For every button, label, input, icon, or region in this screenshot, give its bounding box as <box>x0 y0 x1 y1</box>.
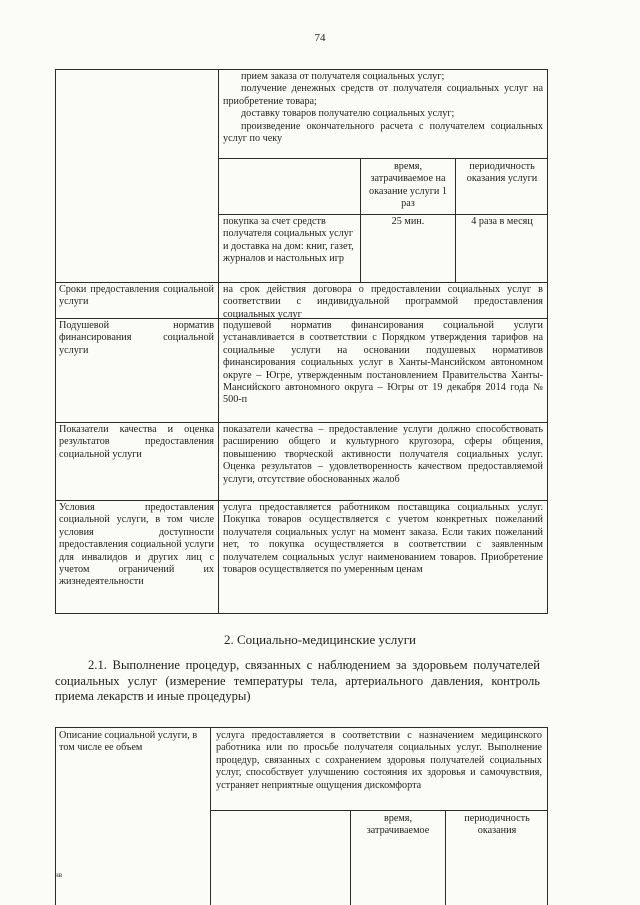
table-rule <box>55 613 548 614</box>
row-label-quality: Показатели качества и оценка результатов предоставления социальной услуги <box>59 424 214 460</box>
table2-value: услуга предоставляется в соответствии с назначением медицинского работника или по просьбе получателя социальных услуг. Выполнение процедур, связанных с сохранением здоровья получателей социальных услуг, способствует улучшению состояния их здоровья и самочувствия, устраняет неприятные ощущения дискомфорта <box>216 730 542 791</box>
row-value-terms: на срок действия договора о предоставлении социальных услуг в соответствии с индивидуальной программой предоставления социальных услуг <box>223 284 543 320</box>
row-label-financing: Подушевой норматив финансирования социальной услуги <box>59 320 214 356</box>
table-rule <box>210 810 548 811</box>
table2-time-header: время, затрачиваемое <box>366 813 430 837</box>
table-rule <box>55 69 548 70</box>
table-rule <box>455 158 456 282</box>
table-rule <box>55 422 548 423</box>
table-rule <box>55 727 548 728</box>
time-value: 25 мин. <box>391 216 425 227</box>
periodicity-header: периодичность оказания услуги <box>466 161 538 185</box>
row-value-quality: показатели качества – предоставление услуги должно способствовать расширению общего и культурного кругозора, сферы общения, повышению творческой активности получателя социальных услуг. Оценка результатов – удовлетворенность качеством предоставляемой услуги, отсутствие обоснованных жалоб <box>223 424 543 485</box>
service-item: покупка за счет средств получателя социальных услуг и доставка на дом: книг, газет, журналов и настольных игр <box>223 216 354 265</box>
list-item: доставку товаров получателю социальных услуг; <box>241 108 455 120</box>
top-row-content <box>223 71 543 145</box>
time-header: время, затрачиваемое на оказание услуги 1 раз <box>369 161 447 210</box>
table-rule <box>55 500 548 501</box>
table-right-border <box>547 69 548 614</box>
table-rule <box>218 158 548 159</box>
table-rule <box>547 727 548 905</box>
table-rule <box>55 282 548 283</box>
row-value-financing: подушевой норматив финансирования социальной услуги устанавливается в соответствии с Порядком утверждения тарифов на социальные услуги на основании подушевых нормативов финансирования социальных услуг в Ханты-Мансийском автономном округе – Югре, утвержденным постановлением Правительства Ханты-Мансийского автономного округа – Югры от 19 декабря 2014 года № 500-п <box>223 320 543 406</box>
table-rule <box>360 158 361 282</box>
table-left-border <box>55 69 56 614</box>
table-rule <box>218 214 548 215</box>
table-rule <box>210 727 211 905</box>
table2-periodicity-header: периодичность оказания <box>464 813 530 837</box>
table2-label: Описание социальной услуги, в том числе ее объем <box>59 730 198 754</box>
row-label-terms: Сроки предоставления социальной услуги <box>59 284 214 308</box>
section-heading: 2. Социально-медицинские услуги <box>223 632 417 647</box>
list-item: произведение окончательного расчета с получателем социальных услуг по чеку <box>223 120 543 145</box>
list-item: прием заказа от получателя социальных услуг; <box>241 71 445 82</box>
list-item: получение денежных средств от получателя социальных услуг на приобретение товара; <box>223 83 543 107</box>
subsection-heading: 2.1. Выполнение процедур, связанных с наблюдением за здоровьем получателей социальных услуг (измерение температуры тела, артериального давления, контроль приема лекарств и иные процедуры) <box>55 658 540 703</box>
periodicity-value: 4 раза в месяц <box>471 216 533 227</box>
row-value-conditions: услуга предоставляется работником поставщика социальных услуг. Покупка товаров осуществляется с учетом конкретных пожеланий получателя социальных услуг на момент заказа. Если таких пожеланий нет, то покупка осуществляется в соответствии с заявленным получателем социальных услуг наименованием товаров. Приобретение товаров осуществляется по умеренным ценам <box>223 502 543 576</box>
page-number: 74 <box>314 32 326 44</box>
table-column-divider <box>218 69 219 614</box>
footer-mark: нв <box>55 871 63 879</box>
row-label-conditions: Условия предоставления социальной услуги, в том числе условия доступности предоставления социальной услуги для инвалидов и других лиц с учетом ограничений их жизнедеятельности <box>59 502 214 588</box>
table-rule <box>350 810 351 905</box>
table-rule <box>445 810 446 905</box>
